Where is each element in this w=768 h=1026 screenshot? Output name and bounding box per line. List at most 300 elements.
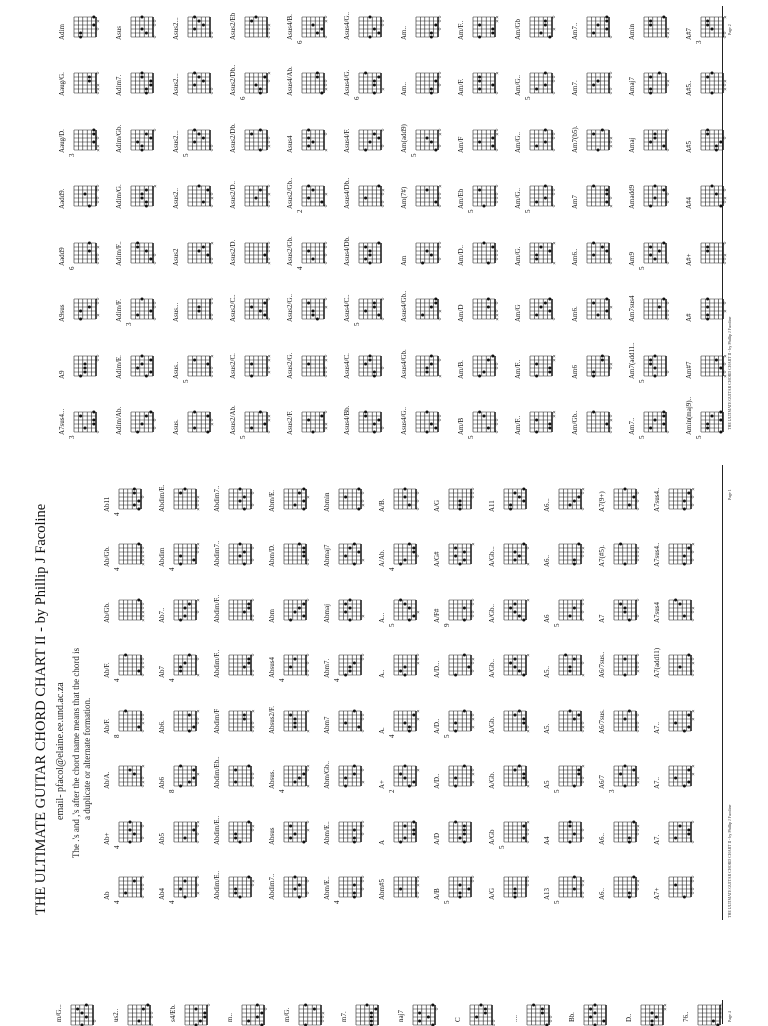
chord-diagram-grid <box>296 185 326 207</box>
finger-dot <box>619 773 622 776</box>
finger-dot <box>247 658 250 661</box>
finger-dot <box>662 423 665 426</box>
chord-name: A7(9+) <box>598 491 606 512</box>
fret-number: 4 <box>388 568 396 572</box>
finger-dot <box>624 765 627 768</box>
fret-number: 4 <box>296 266 304 270</box>
chord-name: Asus4/Db.. <box>343 177 351 209</box>
chord-diagram-grid <box>333 710 363 732</box>
muted-string-mark: × <box>472 724 475 729</box>
finger-dot <box>514 559 517 562</box>
chord-name: Asus4/B. <box>286 14 294 40</box>
muted-string-mark: × <box>197 542 200 547</box>
muted-string-mark: × <box>637 823 640 828</box>
finger-dot <box>198 185 201 188</box>
finger-dot <box>706 298 709 301</box>
finger-dot <box>88 306 91 309</box>
finger-dot <box>589 1008 592 1011</box>
finger-dot <box>459 836 462 839</box>
finger-dot <box>193 15 196 18</box>
fret-number: 4 <box>113 512 121 516</box>
finger-dot <box>188 713 191 716</box>
finger-dot <box>483 205 486 208</box>
chord-name: A#4 <box>685 197 693 209</box>
open-string-mark <box>142 658 144 660</box>
open-string-mark <box>211 371 213 373</box>
chord-name: A7.. <box>653 721 661 733</box>
finger-dot <box>259 148 262 151</box>
finger-dot <box>475 1016 478 1019</box>
chord-diagram-grid <box>333 821 363 843</box>
chord-name: Ab4 <box>158 888 166 900</box>
chord-diagram-grid <box>443 710 473 732</box>
muted-string-mark: × <box>553 414 556 419</box>
chord-name: Asus2/Gb. <box>286 236 294 266</box>
finger-dot <box>313 1008 316 1011</box>
finger-dot <box>491 136 494 139</box>
chord-name: m.. <box>226 1013 234 1022</box>
finger-dot <box>145 415 148 418</box>
fret-number: 4 <box>168 679 176 683</box>
open-string-mark <box>154 24 156 26</box>
finger-dot <box>149 136 152 139</box>
finger-dot <box>544 140 547 143</box>
finger-dot <box>683 563 686 566</box>
finger-dot <box>662 411 665 414</box>
muted-string-mark: × <box>527 728 530 733</box>
chord-diagram-grid <box>553 543 583 565</box>
finger-dot <box>149 370 152 373</box>
finger-dot <box>463 840 466 843</box>
finger-dot <box>706 306 709 309</box>
finger-dot <box>353 896 356 899</box>
finger-dot <box>522 777 525 780</box>
finger-dot <box>302 499 305 502</box>
finger-dot <box>369 35 372 38</box>
finger-dot <box>239 543 242 546</box>
fret-number: 3 <box>68 436 76 440</box>
finger-dot <box>92 419 95 422</box>
chord-name: A7(add11) <box>653 648 661 678</box>
muted-string-mark: × <box>692 764 695 769</box>
finger-dot <box>289 666 292 669</box>
finger-dot <box>518 555 521 558</box>
chord-name: Am/G <box>514 305 522 323</box>
muted-string-mark: × <box>417 768 420 773</box>
muted-string-mark: × <box>325 422 328 427</box>
finger-dot <box>192 777 195 780</box>
finger-dot <box>243 495 246 498</box>
finger-dot <box>263 302 266 305</box>
finger-dot <box>601 358 604 361</box>
finger-dot <box>478 374 481 377</box>
fret-number: 6 <box>239 97 247 101</box>
finger-dot <box>137 499 140 502</box>
muted-string-mark: × <box>211 353 214 358</box>
finger-dot <box>369 358 372 361</box>
finger-dot <box>463 765 466 768</box>
finger-dot <box>463 824 466 827</box>
chord-diagram-grid <box>296 16 326 38</box>
finger-dot <box>514 713 517 716</box>
finger-dot <box>243 563 246 566</box>
finger-dot <box>133 880 136 883</box>
muted-string-mark: × <box>252 879 255 884</box>
finger-dot <box>399 598 402 601</box>
finger-dot <box>535 201 538 204</box>
finger-dot <box>243 610 246 613</box>
muted-string-mark: × <box>553 410 556 415</box>
fret-number: 4 <box>278 790 286 794</box>
finger-dot <box>514 491 517 494</box>
finger-dot <box>426 366 429 369</box>
finger-dot <box>535 374 538 377</box>
finger-dot <box>674 721 677 724</box>
finger-dot <box>430 35 433 38</box>
finger-dot <box>715 193 718 196</box>
muted-string-mark: × <box>307 728 310 733</box>
finger-dot <box>250 132 253 135</box>
muted-string-mark: × <box>325 18 328 23</box>
finger-dot <box>535 144 538 147</box>
fret-number: 8 <box>168 790 176 794</box>
chord-diagram-grid <box>663 488 693 510</box>
finger-dot <box>312 431 315 434</box>
finger-dot <box>312 140 315 143</box>
finger-dot <box>239 840 242 843</box>
chord-diagram-grid <box>663 654 693 676</box>
finger-dot <box>179 888 182 891</box>
finger-dot <box>141 76 144 79</box>
muted-string-mark: × <box>142 764 145 769</box>
muted-string-mark: × <box>527 784 530 789</box>
chord-diagram-grid <box>296 129 326 151</box>
chord-diagram-grid <box>68 242 98 264</box>
finger-dot <box>548 298 551 301</box>
finger-dot <box>569 666 572 669</box>
muted-string-mark: × <box>268 418 271 423</box>
finger-dot <box>518 709 521 712</box>
finger-dot <box>459 884 462 887</box>
finger-dot <box>649 362 652 365</box>
chord-name: Am.. <box>400 26 408 40</box>
finger-dot <box>145 205 148 208</box>
chord-name: Aadd9. <box>58 189 66 209</box>
note-line-2: a duplicate or alternate formation. <box>82 698 92 820</box>
finger-dot <box>674 836 677 839</box>
finger-dot <box>79 35 82 38</box>
chord-diagram-grid <box>443 765 473 787</box>
chord-name: Amadd9 <box>628 185 636 209</box>
open-string-mark <box>197 876 199 878</box>
finger-dot <box>628 618 631 621</box>
finger-dot <box>711 27 714 30</box>
finger-dot <box>628 503 631 506</box>
finger-dot <box>434 302 437 305</box>
finger-dot <box>234 892 237 895</box>
chord-diagram-grid <box>407 1004 437 1026</box>
open-string-mark <box>142 603 144 605</box>
chord-name: Am/D <box>457 305 465 323</box>
muted-string-mark: × <box>142 720 145 725</box>
finger-dot <box>353 884 356 887</box>
chord-diagram-grid <box>553 488 583 510</box>
open-string-mark <box>197 611 199 613</box>
finger-dot <box>184 662 187 665</box>
open-string-mark <box>154 254 156 256</box>
finger-dot <box>133 773 136 776</box>
finger-dot <box>256 1016 259 1019</box>
chord-name: Adim/E. <box>115 355 123 379</box>
finger-dot <box>619 543 622 546</box>
finger-dot <box>353 836 356 839</box>
chord-diagram-grid <box>125 185 155 207</box>
fret-number: 3 <box>125 323 133 327</box>
finger-dot <box>683 729 686 732</box>
chord-name: A5. <box>543 723 551 733</box>
chord-diagram-grid <box>239 242 269 264</box>
finger-dot <box>298 896 301 899</box>
footer-rule-page-1 <box>722 465 723 920</box>
finger-dot <box>234 836 237 839</box>
chord-diagram-grid <box>168 543 198 565</box>
chord-diagram-grid <box>695 298 725 320</box>
footer-right-page-3: Page 4 <box>727 1011 732 1022</box>
finger-dot <box>649 92 652 95</box>
chord-name: A/Ab. <box>378 550 386 567</box>
chord-name: Asus4/G. <box>343 70 351 96</box>
finger-dot <box>426 136 429 139</box>
muted-string-mark: × <box>197 708 200 713</box>
chord-diagram-grid <box>410 185 440 207</box>
finger-dot <box>206 253 209 256</box>
finger-dot <box>377 185 380 188</box>
chord-name: Abdim/E. <box>158 484 166 511</box>
finger-dot <box>133 832 136 835</box>
finger-dot <box>544 197 547 200</box>
finger-dot <box>408 618 411 621</box>
finger-dot <box>573 832 576 835</box>
finger-dot <box>569 709 572 712</box>
open-string-mark <box>208 1004 210 1006</box>
finger-dot <box>289 824 292 827</box>
muted-string-mark: × <box>637 780 640 785</box>
chord-diagram-grid <box>182 16 212 38</box>
muted-string-mark: × <box>142 780 145 785</box>
finger-dot <box>137 507 140 510</box>
finger-dot <box>628 892 631 895</box>
finger-dot <box>540 306 543 309</box>
chord-diagram-grid <box>333 654 363 676</box>
finger-dot <box>548 249 551 252</box>
chord-diagram-grid <box>467 411 497 433</box>
chord-name: Ab5 <box>158 832 166 844</box>
finger-dot <box>454 729 457 732</box>
chord-diagram-grid <box>68 16 98 38</box>
finger-dot <box>136 245 139 248</box>
finger-dot <box>373 92 376 95</box>
chord-name: A#5 <box>685 140 693 152</box>
finger-dot <box>92 140 95 143</box>
muted-string-mark: × <box>307 784 310 789</box>
finger-dot <box>711 415 714 418</box>
chord-diagram-grid <box>443 821 473 843</box>
finger-dot <box>535 431 538 434</box>
finger-dot <box>654 419 657 422</box>
chord-name: Abdim/F <box>213 708 221 733</box>
finger-dot <box>145 88 148 91</box>
chord-name: A. <box>378 727 386 734</box>
finger-dot <box>628 836 631 839</box>
chord-diagram-grid <box>125 242 155 264</box>
chord-name: Asus2/Db. <box>229 123 237 153</box>
chord-diagram-grid <box>410 411 440 433</box>
finger-dot <box>418 1020 421 1023</box>
finger-dot <box>353 773 356 776</box>
fret-number: 4 <box>333 901 341 905</box>
chord-name: Asus2... <box>172 17 180 40</box>
finger-dot <box>202 23 205 26</box>
finger-dot <box>234 888 237 891</box>
finger-dot <box>146 1004 149 1007</box>
finger-dot <box>421 314 424 317</box>
chord-name: Abdim/F.. <box>213 594 221 622</box>
chord-name: Asus2/C. <box>229 353 237 379</box>
finger-dot <box>573 717 576 720</box>
finger-dot <box>687 547 690 550</box>
chord-name: Abmaj7 <box>323 544 331 567</box>
finger-dot <box>202 201 205 204</box>
finger-dot <box>434 80 437 83</box>
chord-name: Am7. <box>571 80 579 96</box>
finger-dot <box>239 499 242 502</box>
chord-diagram-grid <box>168 821 198 843</box>
finger-dot <box>377 419 380 422</box>
chord-name: Asus2... <box>172 130 180 153</box>
muted-string-mark: × <box>322 1011 325 1016</box>
finger-dot <box>605 249 608 252</box>
finger-dot <box>592 411 595 414</box>
chord-name: A5.. <box>543 666 551 678</box>
finger-dot <box>427 1016 430 1019</box>
chord-diagram-grid <box>68 355 98 377</box>
muted-string-mark: × <box>382 87 385 92</box>
chord-name: Asus4/Db. <box>343 236 351 266</box>
chord-name: Abdim7.. <box>213 541 221 567</box>
muted-string-mark: × <box>724 79 727 84</box>
finger-dot <box>628 896 631 899</box>
fret-number: 5 <box>524 210 532 214</box>
finger-dot <box>535 314 538 317</box>
finger-dot <box>569 824 572 827</box>
finger-dot <box>184 836 187 839</box>
finger-dot <box>573 888 576 891</box>
muted-string-mark: × <box>527 653 530 658</box>
chord-name: Abdim7.. <box>268 874 276 900</box>
finger-dot <box>353 662 356 665</box>
finger-dot <box>298 777 301 780</box>
chord-diagram-grid <box>388 599 418 621</box>
chord-name: Absus2/F. <box>268 705 276 733</box>
finger-dot <box>649 358 652 361</box>
page-title: THE ULTIMATE GUITAR CHORD CHART II - by Phillip J Facoline <box>33 504 50 915</box>
muted-string-mark: × <box>142 562 145 567</box>
chord-diagram-grid <box>113 821 143 843</box>
chord-name: Asus4/Gb. <box>400 349 408 379</box>
chord-diagram-grid <box>68 72 98 94</box>
finger-dot <box>85 1004 88 1007</box>
open-string-mark <box>211 88 213 90</box>
finger-dot <box>514 666 517 669</box>
fret-number: 6 <box>353 97 361 101</box>
chord-name: Ab/A. <box>103 772 111 789</box>
chord-diagram-grid <box>638 129 668 151</box>
muted-string-mark: × <box>417 883 420 888</box>
chord-diagram-grid <box>553 654 583 676</box>
finger-dot <box>706 76 709 79</box>
muted-string-mark: × <box>724 373 727 378</box>
finger-dot <box>255 197 258 200</box>
chord-name: A7 <box>598 614 606 623</box>
muted-string-mark: × <box>553 357 556 362</box>
finger-dot <box>357 507 360 510</box>
muted-string-mark: × <box>472 657 475 662</box>
muted-string-mark: × <box>197 506 200 511</box>
finger-dot <box>369 249 372 252</box>
finger-dot <box>454 547 457 550</box>
open-string-mark <box>97 355 99 357</box>
finger-dot <box>88 80 91 83</box>
finger-dot <box>454 777 457 780</box>
chord-diagram-grid <box>168 765 198 787</box>
finger-dot <box>628 709 631 712</box>
finger-dot <box>522 543 525 546</box>
finger-dot <box>674 598 677 601</box>
finger-dot <box>426 249 429 252</box>
finger-dot <box>353 892 356 895</box>
finger-dot <box>136 314 139 317</box>
fret-number: 5 <box>553 790 561 794</box>
finger-dot <box>399 670 402 673</box>
finger-dot <box>149 80 152 83</box>
finger-dot <box>649 23 652 26</box>
finger-dot <box>141 193 144 196</box>
fret-number: 8 <box>113 734 121 738</box>
chord-name: Asus2/G.. <box>286 294 294 322</box>
chord-name: Am/B. <box>457 360 465 379</box>
muted-string-mark: × <box>692 772 695 777</box>
chord-diagram-grid <box>168 599 198 621</box>
finger-dot <box>605 19 608 22</box>
chord-name: Asus... <box>172 303 180 322</box>
finger-dot <box>624 658 627 661</box>
finger-dot <box>522 717 525 720</box>
finger-dot <box>369 354 372 357</box>
chord-name: Asus. <box>172 419 180 435</box>
muted-string-mark: × <box>496 317 499 322</box>
finger-dot <box>193 72 196 75</box>
finger-dot <box>711 92 714 95</box>
chord-name: Ab/F. <box>103 662 111 678</box>
chord-name: A6/7 <box>598 775 606 789</box>
finger-dot <box>478 23 481 26</box>
finger-dot <box>344 777 347 780</box>
muted-string-mark: × <box>211 240 214 245</box>
muted-string-mark: × <box>197 597 200 602</box>
chord-name: A7sus4.. <box>653 542 661 567</box>
open-string-mark <box>94 1020 96 1022</box>
finger-dot <box>491 354 494 357</box>
